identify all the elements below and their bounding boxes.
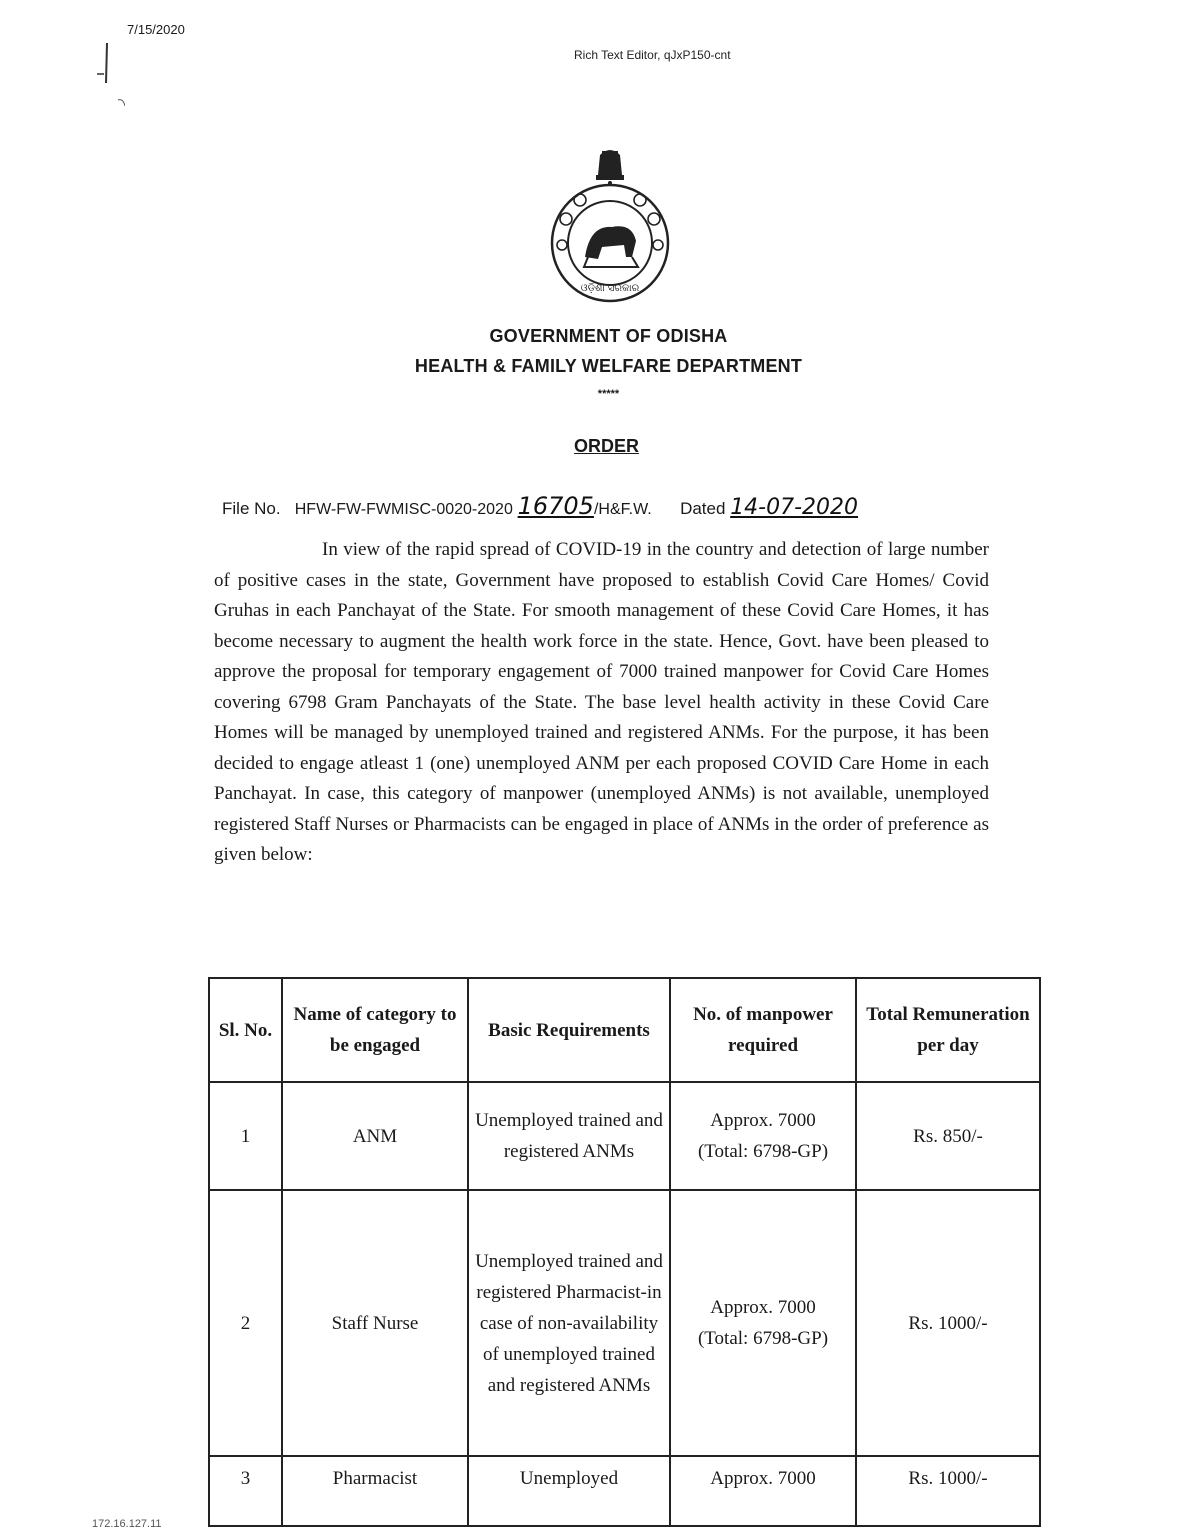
cell-remuneration: Rs. 1000/-	[856, 1456, 1040, 1526]
manpower-approx: Approx. 7000	[710, 1110, 816, 1131]
cell-sl: 3	[209, 1456, 282, 1526]
government-title: GOVERNMENT OF ODISHA	[489, 326, 728, 346]
handwritten-date: 14-07-2020	[730, 495, 859, 520]
manpower-approx: Approx. 7000	[710, 1468, 816, 1489]
order-body	[214, 535, 989, 871]
manpower-table	[208, 977, 1041, 1527]
cell-manpower	[670, 1190, 856, 1456]
cell-requirements: Unemployed trained and registered Pharmacist-in case of non-availability of unemployed trained and registered ANMs	[468, 1190, 670, 1456]
title-separator: *****	[597, 388, 620, 400]
order-heading: ORDER	[574, 436, 640, 456]
editor-label: Rich Text Editor, qJxP150-cnt	[574, 48, 731, 62]
cell-category: Staff Nurse	[282, 1190, 468, 1456]
cell-manpower	[670, 1082, 856, 1190]
cell-category: Pharmacist	[282, 1456, 468, 1526]
table-row	[209, 1190, 1040, 1456]
print-date: 7/15/2020	[127, 22, 185, 37]
emblem-lettering: ଓଡ଼ିଶା ସରକାର	[580, 283, 640, 294]
cell-manpower	[670, 1456, 856, 1526]
file-suffix: /H&F.W.	[593, 501, 652, 518]
dated-label: Dated	[680, 499, 726, 518]
header-category: Name of category to be engaged	[282, 978, 468, 1082]
table-row	[209, 1456, 1040, 1526]
manpower-total: (Total: 6798-GP)	[697, 1328, 829, 1349]
cell-requirements: Unemployed	[468, 1456, 670, 1526]
file-number-line	[222, 492, 858, 520]
cell-requirements: Unemployed trained and registered ANMs	[468, 1082, 670, 1190]
cell-remuneration: Rs. 850/-	[856, 1082, 1040, 1190]
table-header-row	[209, 978, 1040, 1082]
cell-category: ANM	[282, 1082, 468, 1190]
file-number: HFW-FW-FWMISC-0020-2020	[294, 501, 513, 518]
odisha-emblem-icon	[540, 145, 680, 303]
handwritten-number: 16705	[517, 492, 594, 520]
manpower-total: (Total: 6798-GP)	[697, 1141, 829, 1162]
body-paragraph: In view of the rapid spread of COVID-19 in the country and detection of large number of positive cases in the state, Government have proposed to establish Covid Care Homes/ Covid Gruhas in each Panchayat of the State. For smooth management of these Covid Care Homes, it has become necessary to augment the health work force in the state. Hence, Govt. have been pleased to approve the proposal for temporary engagement of 7000 trained manpower for Covid Care Homes covering 6798 Gram Panchayats of the State. The base level health activity in these Covid Care Homes will be managed by unemployed trained and registered ANMs. For the purpose, it has been decided to engage atleast 1 (one) unemployed ANM per each proposed COVID Care Home in each Panchayat. In case, this category of manpower (unemployed ANMs) is not available, unemployed registered Staff Nurses or Pharmacists can be engaged in place of ANMs in the order of preference as given below:	[214, 539, 989, 865]
footer-mark: 172.16.127.11	[92, 1518, 162, 1530]
cell-sl: 1	[209, 1082, 282, 1190]
header-sl: Sl. No.	[209, 978, 282, 1082]
header-remuneration: Total Remuneration per day	[856, 978, 1040, 1082]
header-requirements: Basic Requirements	[468, 978, 670, 1082]
pen-mark-icon	[95, 38, 125, 108]
header-manpower: No. of manpower required	[670, 978, 856, 1082]
cell-sl: 2	[209, 1190, 282, 1456]
table-row	[209, 1082, 1040, 1190]
department-title: HEALTH & FAMILY WELFARE DEPARTMENT	[414, 356, 803, 376]
file-label: File No.	[222, 499, 281, 518]
manpower-approx: Approx. 7000	[710, 1297, 816, 1318]
cell-remuneration: Rs. 1000/-	[856, 1190, 1040, 1456]
